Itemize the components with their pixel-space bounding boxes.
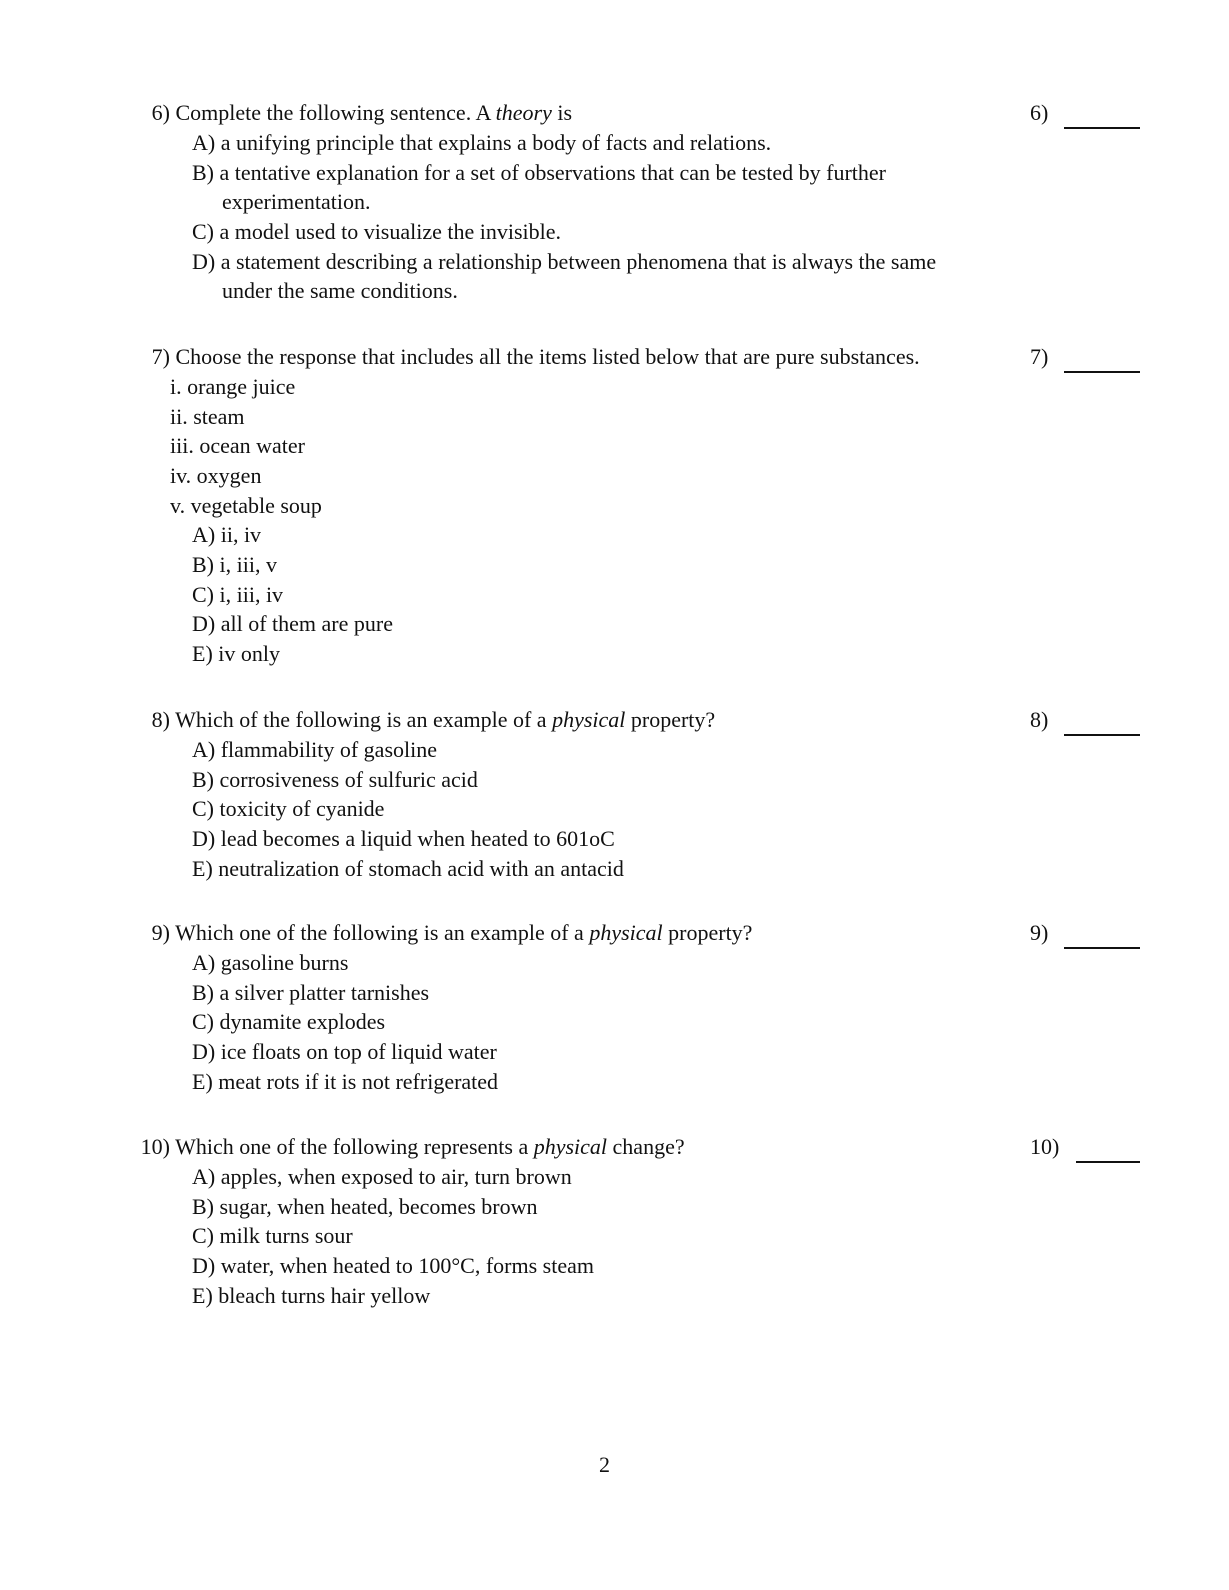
answer-blank-9[interactable] — [1030, 918, 1150, 948]
question-number: 9) — [151, 920, 170, 945]
answer-line — [1064, 734, 1140, 736]
question-stem: 10) Which one of the following represents a physical change? — [108, 1132, 685, 1162]
list-item: v. vegetable soup — [170, 493, 322, 518]
option-b: B) a tentative explanation for a set of observations that can be tested by further — [192, 160, 886, 185]
emphasis-theory: theory — [495, 100, 552, 125]
option-b: B) a silver platter tarnishes — [192, 980, 430, 1005]
option-b: B) sugar, when heated, becomes brown — [192, 1194, 538, 1219]
answer-blank-6[interactable] — [1030, 98, 1150, 128]
option-e: E) iv only — [192, 641, 280, 666]
emphasis-physical: physical — [552, 707, 626, 732]
option-b: B) i, iii, v — [192, 552, 277, 577]
option-a: A) flammability of gasoline — [192, 737, 437, 762]
emphasis-physical: physical — [533, 1134, 608, 1159]
option-a: A) apples, when exposed to air, turn brown — [192, 1164, 572, 1189]
question-number: 7) — [151, 344, 170, 369]
option-d: D) ice floats on top of liquid water — [192, 1039, 497, 1064]
answer-blank-10[interactable] — [1030, 1132, 1150, 1162]
option-d: D) all of them are pure — [192, 611, 393, 636]
answer-label: 10) — [1030, 1134, 1060, 1159]
question-number: 6) — [151, 100, 170, 125]
answer-blank-7[interactable] — [1030, 342, 1150, 372]
answer-line — [1064, 371, 1140, 373]
option-e: E) neutralization of stomach acid with an antacid — [192, 856, 624, 881]
option-a: A) a unifying principle that explains a body of facts and relations. — [192, 130, 772, 155]
option-c: C) milk turns sour — [192, 1223, 353, 1248]
question-stem: 7) Choose the response that includes all the items listed below that are pure substances. — [108, 342, 920, 372]
emphasis-physical: physical — [589, 920, 663, 945]
list-item: ii. steam — [170, 404, 245, 429]
question-number: 8) — [151, 707, 170, 732]
option-c: C) toxicity of cyanide — [192, 796, 385, 821]
question-stem: 9) Which one of the following is an example of a physical property? — [108, 918, 752, 948]
list-item: iii. ocean water — [170, 433, 305, 458]
answer-line — [1064, 127, 1140, 129]
option-d: D) lead becomes a liquid when heated to 601oC — [192, 826, 615, 851]
answer-line — [1076, 1161, 1140, 1163]
question-stem: 8) Which of the following is an example of a physical property? — [108, 705, 715, 735]
answer-label: 8) — [1030, 707, 1049, 732]
option-e: E) bleach turns hair yellow — [192, 1283, 431, 1308]
list-item: i. orange juice — [170, 374, 296, 399]
option-d: D) a statement describing a relationship between phenomena that is always the same — [192, 249, 937, 274]
answer-label: 9) — [1030, 920, 1049, 945]
answer-line — [1064, 947, 1140, 949]
option-e: E) meat rots if it is not refrigerated — [192, 1069, 499, 1094]
option-a: A) gasoline burns — [192, 950, 349, 975]
option-d-continued: under the same conditions. — [222, 278, 458, 303]
answer-label: 7) — [1030, 344, 1049, 369]
option-c: C) dynamite explodes — [192, 1009, 386, 1034]
option-d: D) water, when heated to 100°C, forms steam — [192, 1253, 594, 1278]
option-b: B) corrosiveness of sulfuric acid — [192, 767, 478, 792]
page-number: 2 — [599, 1452, 610, 1477]
question-stem: 6) Complete the following sentence. A theory is — [108, 98, 572, 128]
answer-label: 6) — [1030, 100, 1049, 125]
list-item: iv. oxygen — [170, 463, 262, 488]
option-c: C) i, iii, iv — [192, 582, 284, 607]
option-b-continued: experimentation. — [222, 189, 371, 214]
question-number: 10) — [140, 1134, 170, 1159]
option-c: C) a model used to visualize the invisible. — [192, 219, 562, 244]
answer-blank-8[interactable] — [1030, 705, 1150, 735]
option-a: A) ii, iv — [192, 522, 262, 547]
